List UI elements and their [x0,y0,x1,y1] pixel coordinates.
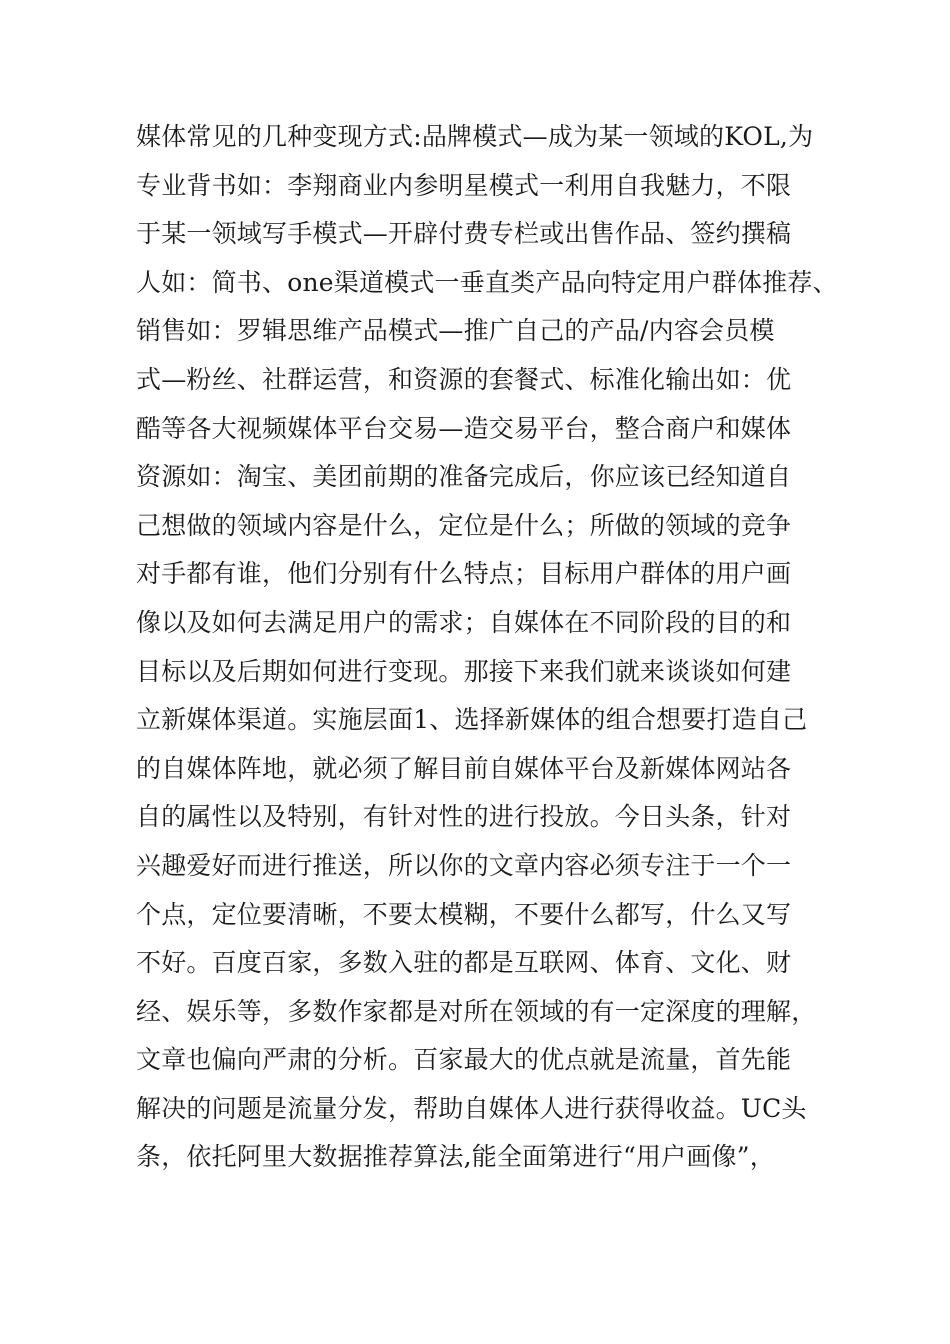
text-line: 文章也偏向严肃的分析。百家最大的优点就是流量，首先能 [136,1045,792,1075]
text-line: 的自媒体阵地，就必须了解目前自媒体平台及新媒体网站各 [136,753,792,783]
text-line: 立新媒体渠道。实施层面1、选择新媒体的组合想要打造自己 [136,705,808,735]
text-line: 媒体常见的几种变现方式:品牌模式—成为某一领域的KOL,为 [136,122,814,151]
text-line: 对手都有谁，他们分别有什么特点；目标用户群体的用户画 [136,559,792,589]
text-line: 个点，定位要清晰，不要太模糊，不要什么都写，什么又写 [136,899,792,929]
text-line: 目标以及后期如何进行变现。那接下来我们就来谈谈如何建 [136,656,792,686]
text-line: 人如：简书、one渠道模式一垂直类产品向特定用户群体推荐、 [136,267,838,297]
text-line: 己想做的领域内容是什么，定位是什么；所做的领域的竞争 [136,510,792,540]
text-line: 不好。百度百家，多数入驻的都是互联网、体育、文化、财 [136,948,792,978]
text-line: 于某一领域写手模式—开辟付费专栏或出售作品、签约撰稿 [136,219,792,249]
text-line: 经、娱乐等，多数作家都是对所在领域的有一定深度的理解， [136,996,817,1026]
text-line: 销售如：罗辑思维产品模式—推广自己的产品/内容会员模 [136,316,775,346]
body-text [136,113,836,1182]
text-line: 像以及如何去满足用户的需求；自媒体在不同阶段的目的和 [136,607,792,637]
text-line: 资源如：淘宝、美团前期的准备完成后，你应该已经知道自 [136,462,792,492]
text-line: 兴趣爱好而进行推送，所以你的文章内容必须专注于一个一 [136,850,792,880]
text-line: 酷等各大视频媒体平台交易—造交易平台，整合商户和媒体 [136,413,792,443]
text-line: 条，依托阿里大数据推荐算法,能全面第进行“用户画像”， [136,1142,775,1172]
text-line: 自的属性以及特别，有针对性的进行投放。今日头条，针对 [136,802,792,832]
text-line: 解决的问题是流量分发，帮助自媒体人进行获得收益。UC头 [136,1093,807,1123]
text-line: 专业背书如：李翔商业内参明星模式一利用自我魅力，不限 [136,170,792,200]
text-line: 式—粉丝、社群运营，和资源的套餐式、标准化输出如：优 [136,364,792,394]
